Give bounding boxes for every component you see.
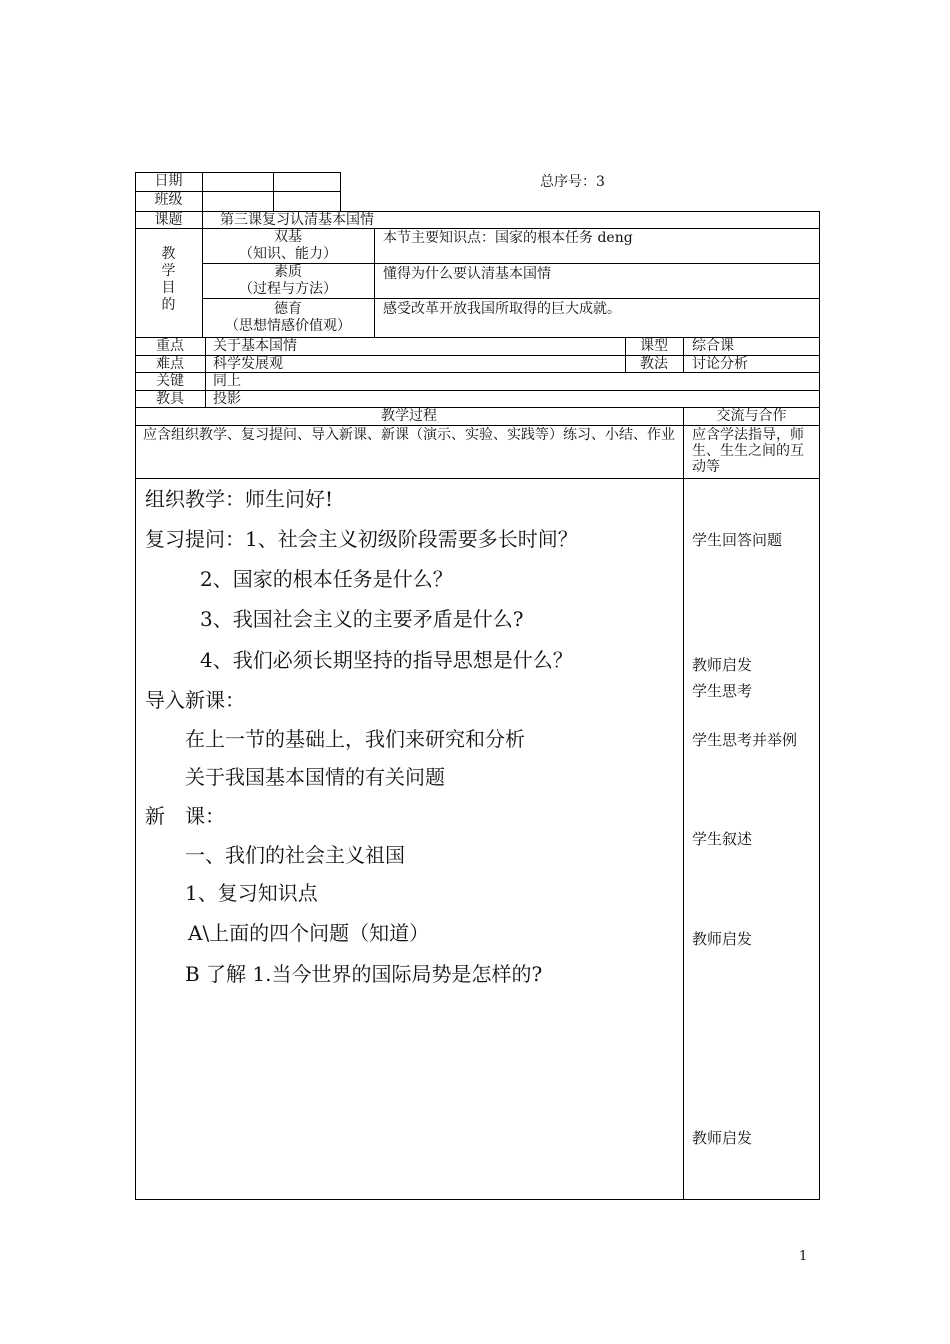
divider: [683, 337, 684, 372]
goal-row-value: 感受改革开放我国所取得的巨大成就。: [383, 301, 621, 317]
date-label: 日期: [154, 173, 183, 189]
process-label: 教学过程: [381, 408, 437, 424]
goal-row-value: 懂得为什么要认清基本国情: [383, 266, 551, 282]
body-line: 复习提问：1、社会主义初级阶段需要多长时间？: [145, 527, 578, 551]
goal-row-title: 素质: [274, 264, 302, 280]
goal-label-4: 的: [161, 297, 176, 313]
divider: [202, 172, 203, 212]
side-note: 教师启发: [692, 930, 753, 948]
goal-row-subtitle: （思想情感价值观）: [225, 318, 351, 334]
divider: [135, 425, 820, 426]
divider: [273, 172, 274, 212]
goal-row-value: 本节主要知识点：国家的根本任务 deng: [383, 230, 633, 246]
process-note: 应含组织教学、复习提问、导入新课、新课（演示、实验、实践等）练习、小结、作业: [143, 427, 675, 443]
goal-row-subtitle: （过程与方法）: [239, 281, 337, 297]
side-note: 学生回答问题: [692, 531, 783, 549]
class-label: 班级: [154, 192, 183, 208]
goal-label-1: 教: [161, 246, 176, 262]
tools-value: 投影: [213, 391, 241, 407]
divider: [374, 228, 375, 337]
body-line: 2、国家的根本任务是什么？: [200, 567, 453, 591]
method-value: 讨论分析: [692, 356, 748, 372]
body-line: 3、我国社会主义的主要矛盾是什么?: [200, 607, 524, 631]
body-line: 新 课：: [145, 804, 225, 828]
topic-value: 第三课复习认清基本国情: [220, 212, 374, 228]
topic-label: 课题: [154, 212, 183, 228]
body-line: 导入新课：: [145, 688, 245, 712]
goal-row-title: 双基: [274, 229, 302, 245]
lesson-type-label: 课型: [640, 338, 668, 354]
crux-value: 同上: [213, 373, 241, 389]
page-number: 1: [799, 1249, 808, 1264]
tools-label: 教具: [156, 391, 184, 407]
divider: [683, 478, 684, 1200]
side-note: 教师启发: [692, 656, 753, 674]
body-line: B 了解 1.当今世界的国际局势是怎样的?: [185, 962, 543, 986]
exchange-note: 应含学法指导，师生、生生之间的互动等: [692, 427, 804, 475]
body-line: 在上一节的基础上，我们来研究和分析: [185, 727, 525, 751]
side-note: 教师启发: [692, 1129, 753, 1147]
body-line: 4、我们必须长期坚持的指导思想是什么？: [200, 648, 573, 672]
body-line: 1、复习知识点: [185, 881, 318, 905]
side-note: 学生思考: [692, 682, 753, 700]
side-note: 学生思考并举例: [692, 731, 798, 749]
difficulty-value: 科学发展观: [213, 356, 283, 372]
goal-row-title: 德育: [274, 301, 302, 317]
divider: [202, 298, 820, 299]
method-label: 教法: [640, 356, 668, 372]
exchange-label: 交流与合作: [716, 408, 787, 424]
body-line: 一、我们的社会主义祖国: [185, 843, 405, 867]
difficulty-label: 难点: [156, 356, 184, 372]
lesson-type-value: 综合课: [692, 338, 734, 354]
side-note: 学生叙述: [692, 830, 753, 848]
body-line: 关于我国基本国情的有关问题: [185, 765, 445, 789]
key-point-value: 关于基本国情: [213, 338, 297, 354]
goal-label-3: 目: [161, 280, 176, 296]
divider: [205, 337, 206, 407]
body-line: A\上面的四个问题（知道）: [188, 921, 430, 945]
body-line: 组织教学：师生问好!: [145, 487, 334, 511]
goal-label-2: 学: [161, 263, 176, 279]
crux-label: 关键: [156, 373, 184, 389]
key-point-label: 重点: [156, 338, 184, 354]
serial-number: 总序号：3: [540, 174, 605, 190]
goal-row-subtitle: （知识、能力）: [239, 246, 337, 262]
